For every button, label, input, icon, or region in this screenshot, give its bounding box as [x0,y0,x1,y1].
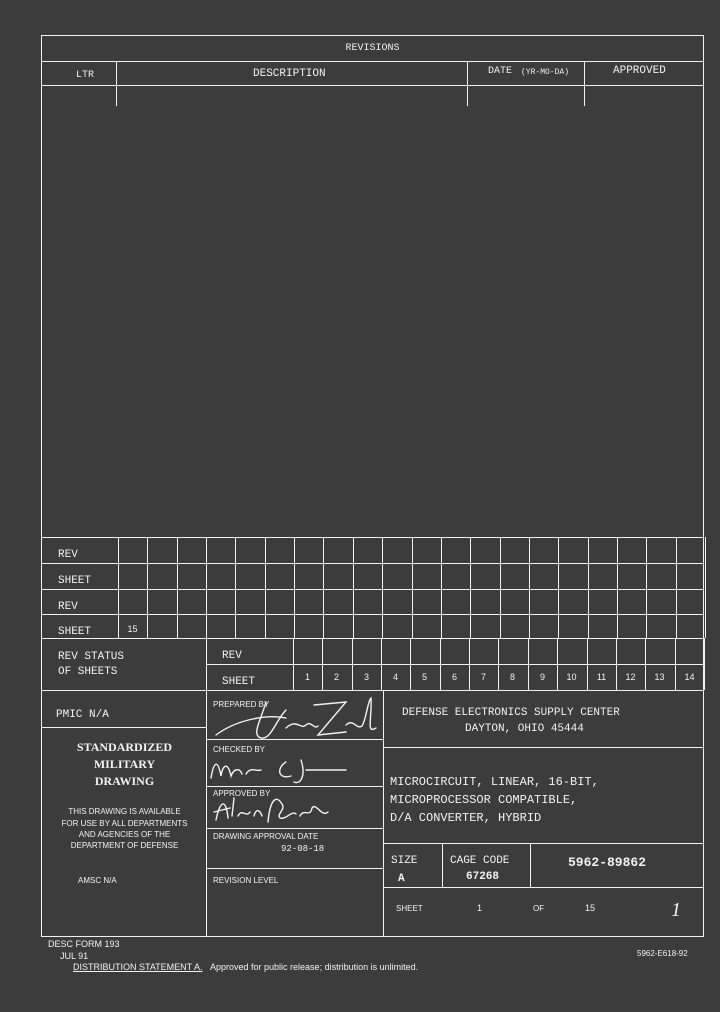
sheet-row-label: SHEET [58,626,92,638]
pmic-label: PMIC N/A [56,709,109,721]
ltr-header: LTR [76,70,95,81]
grid-line [441,537,442,638]
grid-line [352,638,353,690]
rule [467,61,468,106]
distribution-label: DISTRIBUTION STATEMENT A. [73,962,203,972]
sheet-number: 9 [539,672,545,682]
rule [206,868,383,869]
prepared-by-label: PREPARED BY [213,700,270,709]
sheet-number: 4 [392,672,398,682]
revisions-title: REVISIONS [345,43,400,54]
distribution-text: Approved for public release; distribution is unlimited. [210,962,419,972]
rev-row-label: REV [58,549,78,561]
sheet-number: 3 [363,672,369,682]
rule [584,61,585,106]
rev-status-label: REV STATUS [58,651,125,663]
grid-line [616,638,617,690]
agency-name: DEFENSE ELECTRONICS SUPPLY CENTER [402,707,620,719]
form-date: JUL 91 [60,951,89,961]
grid-line [265,537,266,638]
size-label: SIZE [391,855,418,867]
military-title: MILITARY [93,757,156,771]
sheet-number: 13 [654,672,665,682]
grid-line [557,638,558,690]
cage-code-label: CAGE CODE [450,855,510,867]
approval-signatures [206,690,384,830]
grid-line [323,537,324,638]
sheet-label: SHEET [222,676,256,688]
grid-line [41,638,704,639]
rule [41,727,207,728]
grid-line [235,537,236,638]
grid-line [645,638,646,690]
grid-line [293,638,294,690]
drawing-approval-label: DRAWING APPROVAL DATE [213,832,319,841]
grid-line [529,537,530,638]
grid-line [322,638,323,690]
sheet-number: 12 [625,672,636,682]
grid-line [410,638,411,690]
grid-line [412,537,413,638]
prepared-by-signature [216,698,376,738]
sheet-number: 6 [451,672,457,682]
grid-line [206,537,207,638]
drawing-title: DRAWING [94,774,155,788]
availability-text: AND AGENCIES OF THE [78,830,171,839]
rule [116,61,117,106]
grid-line [41,614,704,615]
sheet-number: 8 [509,672,515,682]
cage-code-value: 67268 [466,871,500,883]
grid-line [558,537,559,638]
title-line: MICROCIRCUIT, LINEAR, 16-BIT, [390,775,599,789]
grid-line [617,537,618,638]
sheet-row-label: SHEET [58,575,92,587]
grid-line [41,537,704,538]
grid-line [381,638,382,690]
grid-line [440,638,441,690]
sheet-number: 1 [304,672,310,682]
grid-line [498,638,499,690]
standardized-title: STANDARDIZED [76,740,173,754]
grid-line [676,537,677,638]
grid-line [587,638,588,690]
grid-line [294,537,295,638]
grid-line [500,537,501,638]
rule [41,61,704,62]
date-format-header: (YR-MO-DA) [521,68,570,77]
grid-line [147,537,148,638]
description-header: DESCRIPTION [253,68,326,80]
checked-by-label: CHECKED BY [213,745,266,754]
grid-line [353,537,354,638]
grid-line [470,537,471,638]
size-value: A [398,873,405,885]
title-line: D/A CONVERTER, HYBRID [390,811,542,825]
revision-level-label: REVISION LEVEL [213,876,279,885]
grid-line [41,563,704,564]
sheet-number: 11 [596,672,607,682]
grid-line [588,537,589,638]
rule [41,85,704,86]
rule [383,843,704,844]
rev-label: REV [222,650,242,662]
agency-location: DAYTON, OHIO 45444 [465,723,584,735]
sheet-value: 1 [477,903,483,913]
sheet-number: 2 [333,672,339,682]
form-number: DESC FORM 193 [48,939,120,949]
rule [383,747,704,748]
grid-line [646,537,647,638]
grid-line [704,638,705,690]
rev-row-label: REV [58,601,78,613]
sheet-number: 10 [566,672,577,682]
handwritten-sheet-mark: 1 [671,899,681,921]
amsc-label: AMSC N/A [78,876,117,885]
availability-text: THIS DRAWING IS AVAILABLE [68,807,181,816]
rule [530,843,531,887]
rule [442,843,443,887]
drawing-number: 5962-89862 [568,855,647,870]
grid-line [206,664,704,665]
availability-text: DEPARTMENT OF DEFENSE [70,841,179,850]
grid-line [705,537,706,638]
sheet-label: SHEET [396,904,423,913]
document-code: 5962-E618-92 [637,949,688,958]
of-sheets-label: OF SHEETS [58,666,118,678]
date-header: DATE [488,66,513,77]
grid-line [469,638,470,690]
sheet-number: 14 [684,672,695,682]
sheet-count: 15 [127,624,138,634]
availability-text: FOR USE BY ALL DEPARTMENTS [61,819,188,828]
sheet-number: 5 [421,672,427,682]
grid-line [118,537,119,638]
checked-by-signature [211,760,346,783]
grid-line [177,537,178,638]
grid-line [675,638,676,690]
sheet-number: 7 [480,672,486,682]
grid-line [382,537,383,638]
approved-by-label: APPROVED BY [213,789,271,798]
grid-line [41,589,704,590]
of-label: OF [533,904,545,913]
rule [383,887,704,888]
grid-line [528,638,529,690]
approved-by-signature [214,798,328,822]
drawing-approval-date: 92-08-18 [281,844,325,854]
title-line: MICROPROCESSOR COMPATIBLE, [390,793,578,807]
of-value: 15 [585,903,596,913]
approved-header: APPROVED [613,65,666,77]
